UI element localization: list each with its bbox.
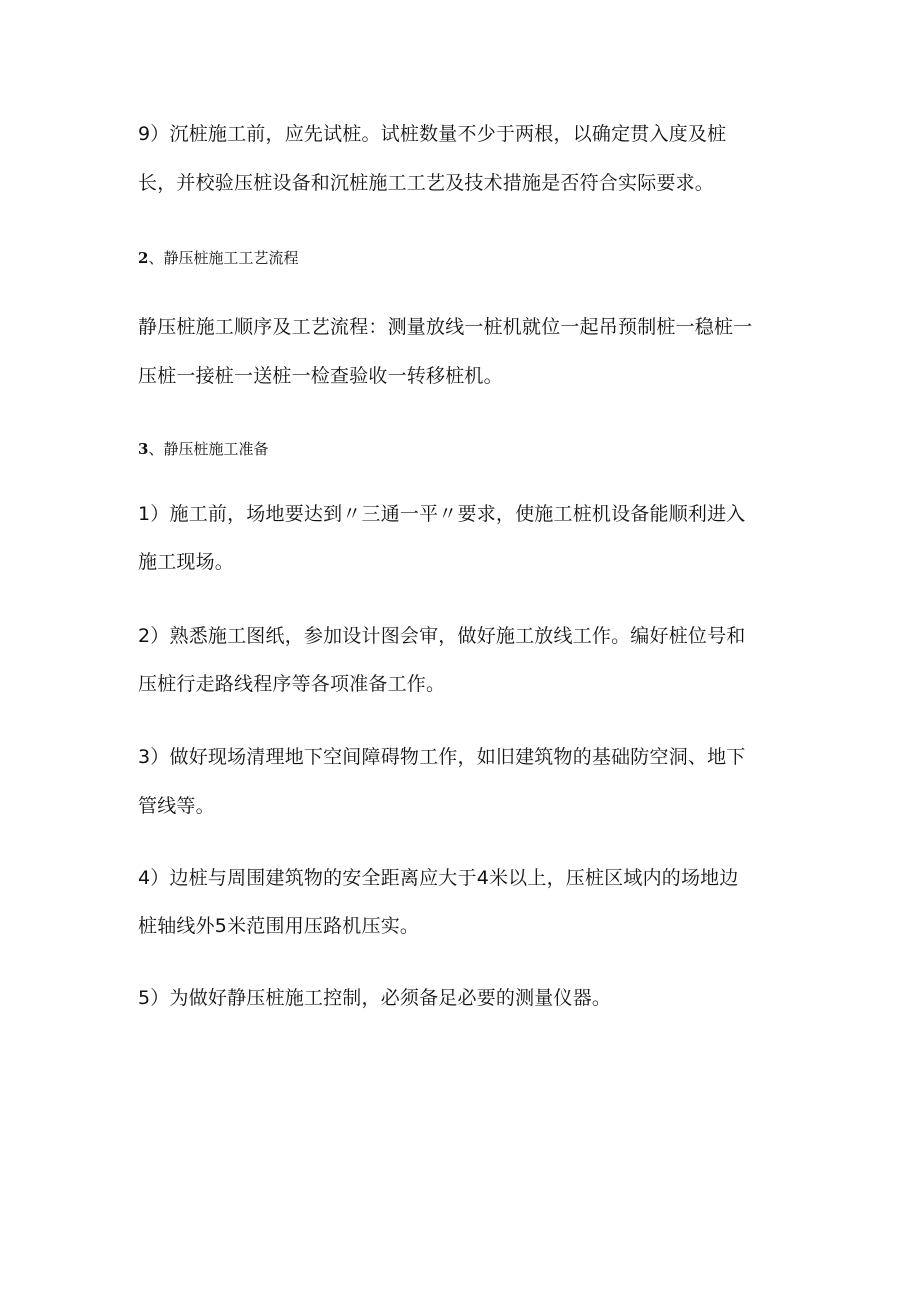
item-1-line-1: 1）施工前，场地要达到〃三通一平〃要求，使施工桩机设备能顺利进入: [138, 503, 746, 525]
section-2-number: 2: [138, 249, 149, 267]
item-1-line-2: 施工现场。: [138, 551, 235, 573]
item-4-line-2: 桩轴线外5米范围用压路机压实。: [138, 915, 420, 937]
item-3-line-2: 管线等。: [138, 795, 215, 817]
item-2-line-2: 压桩行走路线程序等各项准备工作。: [138, 673, 446, 695]
item-3-line-1: 3）做好现场清理地下空间障碍物工作，如旧建筑物的基础防空洞、地下: [138, 746, 746, 768]
process-line-1: 静压桩施工顺序及工艺流程：测量放线一桩机就位一起吊预制桩一稳桩一: [138, 316, 753, 338]
section-2-title: 、静压桩施工工艺流程: [148, 249, 299, 267]
section-3-title: 、静压桩施工准备: [148, 440, 269, 458]
paragraph-9-line-2: 长，并校验压桩设备和沉桩施工工艺及技术措施是否符合实际要求。: [138, 172, 715, 194]
item-5-line-1: 5）为做好静压桩施工控制，必须备足必要的测量仪器。: [138, 987, 612, 1009]
section-3-heading: [138, 439, 268, 459]
item-4-line-1: 4）边桩与周围建筑物的安全距离应大于4米以上，压桩区域内的场地边: [138, 867, 739, 889]
item-2-line-1: 2）熟悉施工图纸，参加设计图会审，做好施工放线工作。编好桩位号和: [138, 625, 746, 647]
section-3-number: 3: [138, 440, 149, 458]
section-2-heading: [138, 248, 298, 268]
process-line-2: 压桩一接桩一送桩一检查验收一转移桩机。: [138, 365, 503, 387]
paragraph-9-line-1: 9）沉桩施工前，应先试桩。试桩数量不少于两根，以确定贯入度及桩: [138, 123, 727, 145]
